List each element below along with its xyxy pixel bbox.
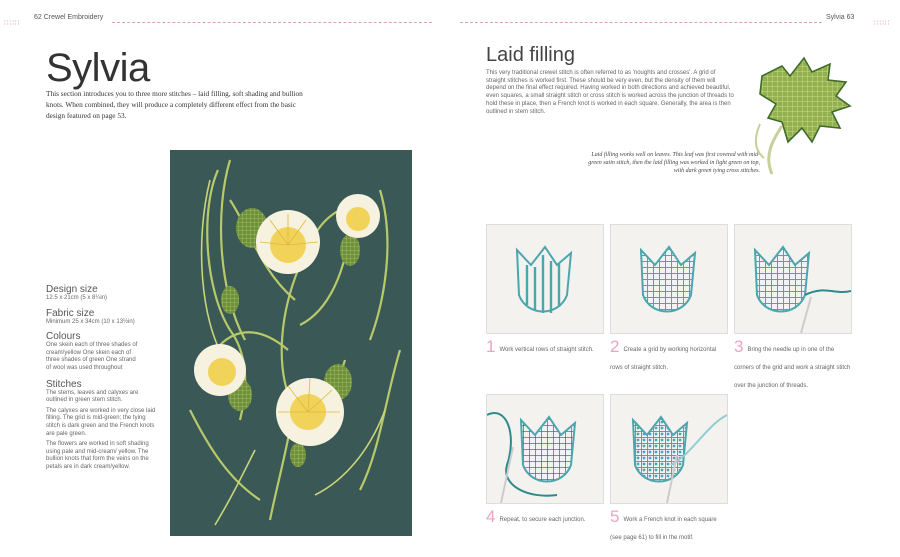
step-2-caption [610, 338, 730, 374]
tulip-secured-junctions [487, 395, 603, 503]
corner-mark-left: ∷∷∷ [4, 20, 21, 27]
design-size-heading: Design size [46, 284, 98, 295]
fabric-size-heading: Fabric size [46, 307, 95, 319]
leaf-example-photo [742, 46, 854, 176]
design-size-text: 12.5 x 21cm (5 x 8¼in) [46, 295, 108, 301]
step-4-number: 4 [486, 507, 496, 526]
page-title: Sylvia [46, 46, 150, 90]
step-2-number: 2 [610, 337, 620, 356]
stitches-heading: Stitches [46, 378, 82, 390]
tulip-tying-stitch [735, 225, 851, 333]
laid-filling-description: This very traditional crewel stitch is often referred to as 'noughts and crosses'. A grid of straight stitches is worked first. These should be very even, but the density of them will depend on the final effect required. Having worked in both directions and achieved beautiful, even squares, a small straight stitch or cross stitch is worked across the junction of threads to hold these in place, then a French knot is worked in each square. Generally, the area is then outlined in stem stitch. [486, 70, 734, 115]
section-name-left: Crewel Embroidery [43, 14, 104, 21]
header-dotted-rule-right [460, 22, 822, 23]
step-1-photo [486, 224, 604, 334]
page-number-left: 62 [34, 14, 42, 21]
step-3-text: Bring the needle up in one of the corners of the grid and work a straight stitch over the junction of threads. [734, 347, 851, 389]
specs-sidebar [46, 284, 156, 475]
colours-text: One skein each of three shades of cream/yellow One skein each of three shades of green One strand of wool was used throughout [46, 342, 138, 371]
step-4-text: Repeat, to secure each junction. [499, 517, 586, 523]
step-3-caption [734, 338, 854, 392]
step-4-caption [486, 508, 606, 526]
fabric-size-text: Minimum 25 x 34cm (10 x 13½in) [46, 318, 135, 325]
stitches-paragraph-3: The flowers are worked in soft shading using pale and mid-cream/ yellow. The bullion knots that form the veins on the petals are in dark cream/yellow. [46, 441, 149, 470]
tulip-grid-stitches [611, 225, 727, 333]
running-header-left [34, 14, 103, 21]
header-dotted-rule-left [112, 22, 432, 23]
step-5-caption [610, 508, 730, 544]
embroidery-illustration [170, 150, 412, 536]
step-5-number: 5 [610, 507, 620, 526]
sylvia-embroidery-photo [170, 150, 412, 536]
step-2-text: Create a grid by working horizontal rows of straight stitch. [610, 347, 717, 371]
leaf-illustration [742, 46, 854, 176]
section-heading-laid-filling: Laid filling [486, 44, 575, 66]
step-4-photo [486, 394, 604, 504]
tulip-french-knots [611, 395, 727, 503]
stitches-paragraph-1: The stems, leaves and calyxes are outlined in green stem stitch. [46, 389, 139, 404]
running-header-right [826, 14, 854, 21]
intro-paragraph: This section introduces you to three more stitches – laid filling, soft shading and bullion knots. When combined, they will produce a completely different effect from the basic design featured on page 53. [46, 89, 303, 120]
step-1-text: Work vertical rows of straight stitch. [499, 347, 594, 353]
section-name-right: Sylvia [826, 14, 845, 21]
colours-heading: Colours [46, 331, 81, 343]
stitches-paragraph-2: The calyxes are worked in very close laid filling. The grid is mid-green; the tying stitch is dark green and the French knots are pale green. [46, 407, 156, 437]
step-3-number: 3 [734, 337, 744, 356]
step-3-photo [734, 224, 852, 334]
step-2-photo [610, 224, 728, 334]
step-5-photo [610, 394, 728, 504]
leaf-photo-caption: Laid filling works well on leaves. This leaf was first covered with mid-green satin stitch, then the laid filling was worked in light green on top, with dark green tying cross stitches. [588, 152, 760, 175]
step-1-number: 1 [486, 337, 496, 356]
corner-mark-right: ∷∷∷ [874, 20, 891, 27]
step-1-caption [486, 338, 606, 356]
tulip-vertical-stitches [487, 225, 603, 333]
step-5-text: Work a French knot in each square (see page 61) to fill in the motif. [610, 517, 717, 541]
page-number-right: 63 [846, 14, 855, 21]
